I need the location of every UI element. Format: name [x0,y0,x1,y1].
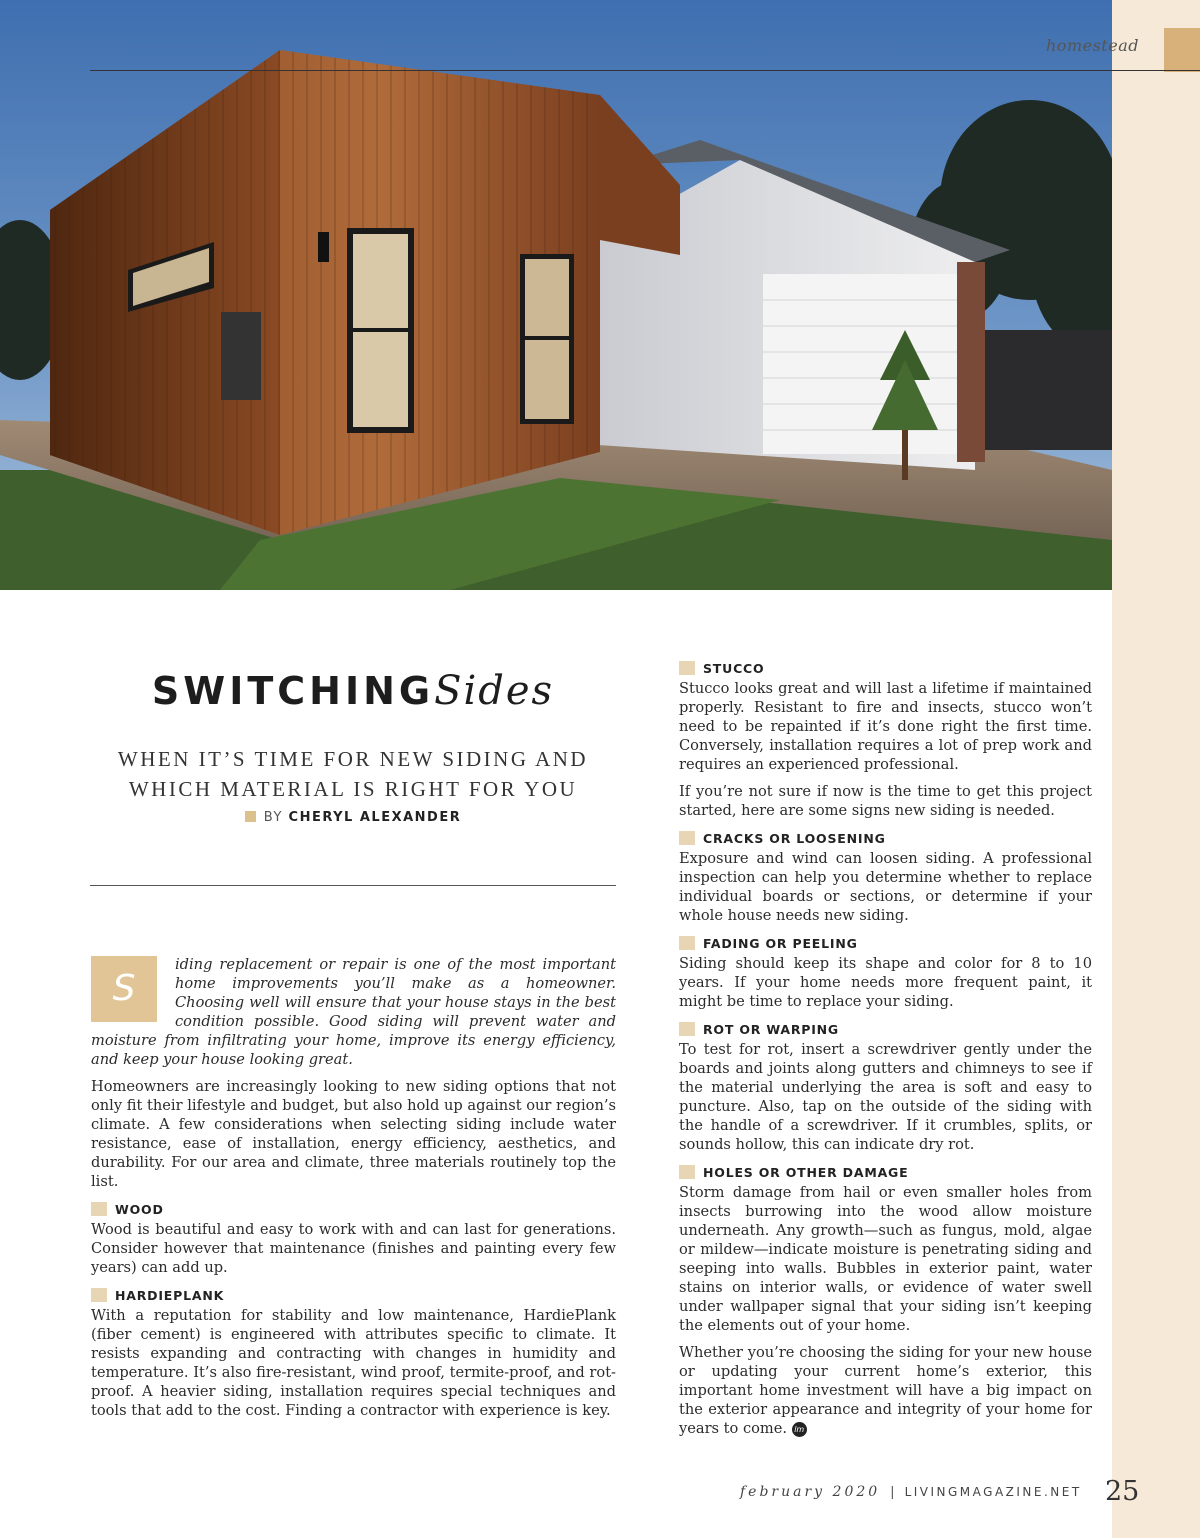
title-divider [90,885,616,886]
intro-text: iding replacement or repair is one of the most important home improvements you’ll make as a homeowner. Choosing well will ensure that your house stays in the best condition possible. Good siding will prevent water and moisture from infiltrating your home, improve its energy efficiency, and keep your house looking great. [91,956,616,1068]
body-paragraph: Wood is beautiful and easy to work with and can last for generations. Consider however that maintenance (finishes and painting every few years) can add up. [91,1221,616,1276]
subhead-label: CRACKS OR LOOSENING [703,831,886,846]
square-bullet-icon [679,936,695,950]
subhead-label: WOOD [115,1202,164,1217]
subtitle-line: WHICH MATERIAL IS RIGHT FOR YOU [128,777,578,801]
closing-paragraph [679,1343,1092,1438]
body-paragraph: Storm damage from hail or even smaller holes from insects burrowing into the wood allow moisture underneath. Any growth—such as fungus, mold, algae or mildew—indicate moisture is penetrating siding and seeping into walls. Bubbles in exterior paint, water stains on interior walls, or evidence of water swell under wallpaper signal that your siding isn’t keeping the elements out of your home. [679,1184,1092,1334]
subhead-label: ROT OR WARPING [703,1022,839,1037]
square-bullet-icon [679,1022,695,1036]
subhead-rot [679,1021,1092,1039]
body-paragraph: Homeowners are increasingly looking to new siding options that not only fit their lifestyle and budget, but also hold up against our region’s climate. A few considerations when selecting siding include water resistance, ease of installation, energy efficiency, aesthetics, and durability. For our area and climate, three materials routinely top the list. [91,1078,616,1190]
square-bullet-icon [91,1288,107,1302]
subhead-label: FADING OR PEELING [703,936,858,951]
side-color-band [1112,0,1200,1538]
title-bold-part: SWITCHING [151,669,435,713]
square-bullet-icon [679,661,695,675]
website-link[interactable]: LIVINGMAGAZINE.NET [904,1485,1082,1499]
house-illustration [0,0,1112,590]
drop-cap: S [91,956,157,1022]
subhead-label: HOLES OR OTHER DAMAGE [703,1165,909,1180]
hero-photo [0,0,1112,590]
body-paragraph: With a reputation for stability and low maintenance, HardiePlank (fiber cement) is engineered with attributes specific to climate. It resists expanding and contracting with changes in humidity and temperature. It’s also fire-resistant, wind proof, termite-proof, and rot-proof. A heavier siding, installation requires special techniques and tools that add to the cost. Finding a contractor with experience is key. [91,1307,616,1419]
subhead-wood [91,1201,616,1219]
subhead-holes [679,1164,1092,1182]
subhead-label: STUCCO [703,661,765,676]
section-label: homestead [1046,36,1139,55]
author-name: CHERYL ALEXANDER [288,810,462,825]
header-rule [90,70,1200,71]
subtitle-line: WHEN IT’S TIME FOR NEW SIDING AND [117,747,589,771]
right-column [679,660,1092,1446]
page-number: 25 [1105,1476,1140,1507]
intro-paragraph [91,955,616,1069]
square-bullet-icon [679,831,695,845]
byline [90,810,616,825]
title-italic-part: Sides [434,668,555,714]
byline-square-icon [245,811,256,822]
article-title [90,668,616,714]
body-paragraph: If you’re not sure if now is the time to get this project started, here are some signs new siding is needed. [679,783,1092,819]
body-paragraph: Stucco looks great and will last a lifetime if maintained properly. Resistant to fire and insects, stucco won’t need to be repainted if it’s done right the first time. Conversely, installation requires a lot of prep work and requires an experienced professional. [679,680,1092,773]
footer-separator: | [890,1485,895,1500]
article-subtitle [90,744,616,804]
end-mark-icon: lm [792,1422,807,1437]
square-bullet-icon [679,1165,695,1179]
subhead-stucco [679,660,1092,678]
byline-prefix: BY [263,810,283,825]
left-column [91,955,616,1428]
subhead-cracks [679,830,1092,848]
subhead-fading [679,935,1092,953]
body-paragraph: To test for rot, insert a screwdriver gently under the boards and joints along gutters and chimneys to see if the material underlying the area is soft and easy to puncture. Also, tap on the outside of the siding with the handle of a screwdriver. If it crumbles, splits, or sounds hollow, this can indicate dry rot. [679,1041,1092,1153]
closing-text: Whether you’re choosing the siding for your new house or updating your current home’s exterior, this important home investment will have a big impact on the exterior appearance and integrity of your home for years to come. [679,1344,1092,1437]
page-footer [740,1484,1140,1500]
subhead-label: HARDIEPLANK [115,1288,225,1303]
body-paragraph: Siding should keep its shape and color for 8 to 10 years. If your home needs more frequent paint, it might be time to replace your siding. [679,955,1092,1010]
subhead-hardieplank [91,1287,616,1305]
body-paragraph: Exposure and wind can loosen siding. A professional inspection can help you determine whether to replace individual boards or sections, or determine if your whole house needs new siding. [679,850,1092,924]
section-tab-marker [1164,28,1200,72]
issue-date: february 2020 [740,1484,881,1500]
square-bullet-icon [91,1202,107,1216]
